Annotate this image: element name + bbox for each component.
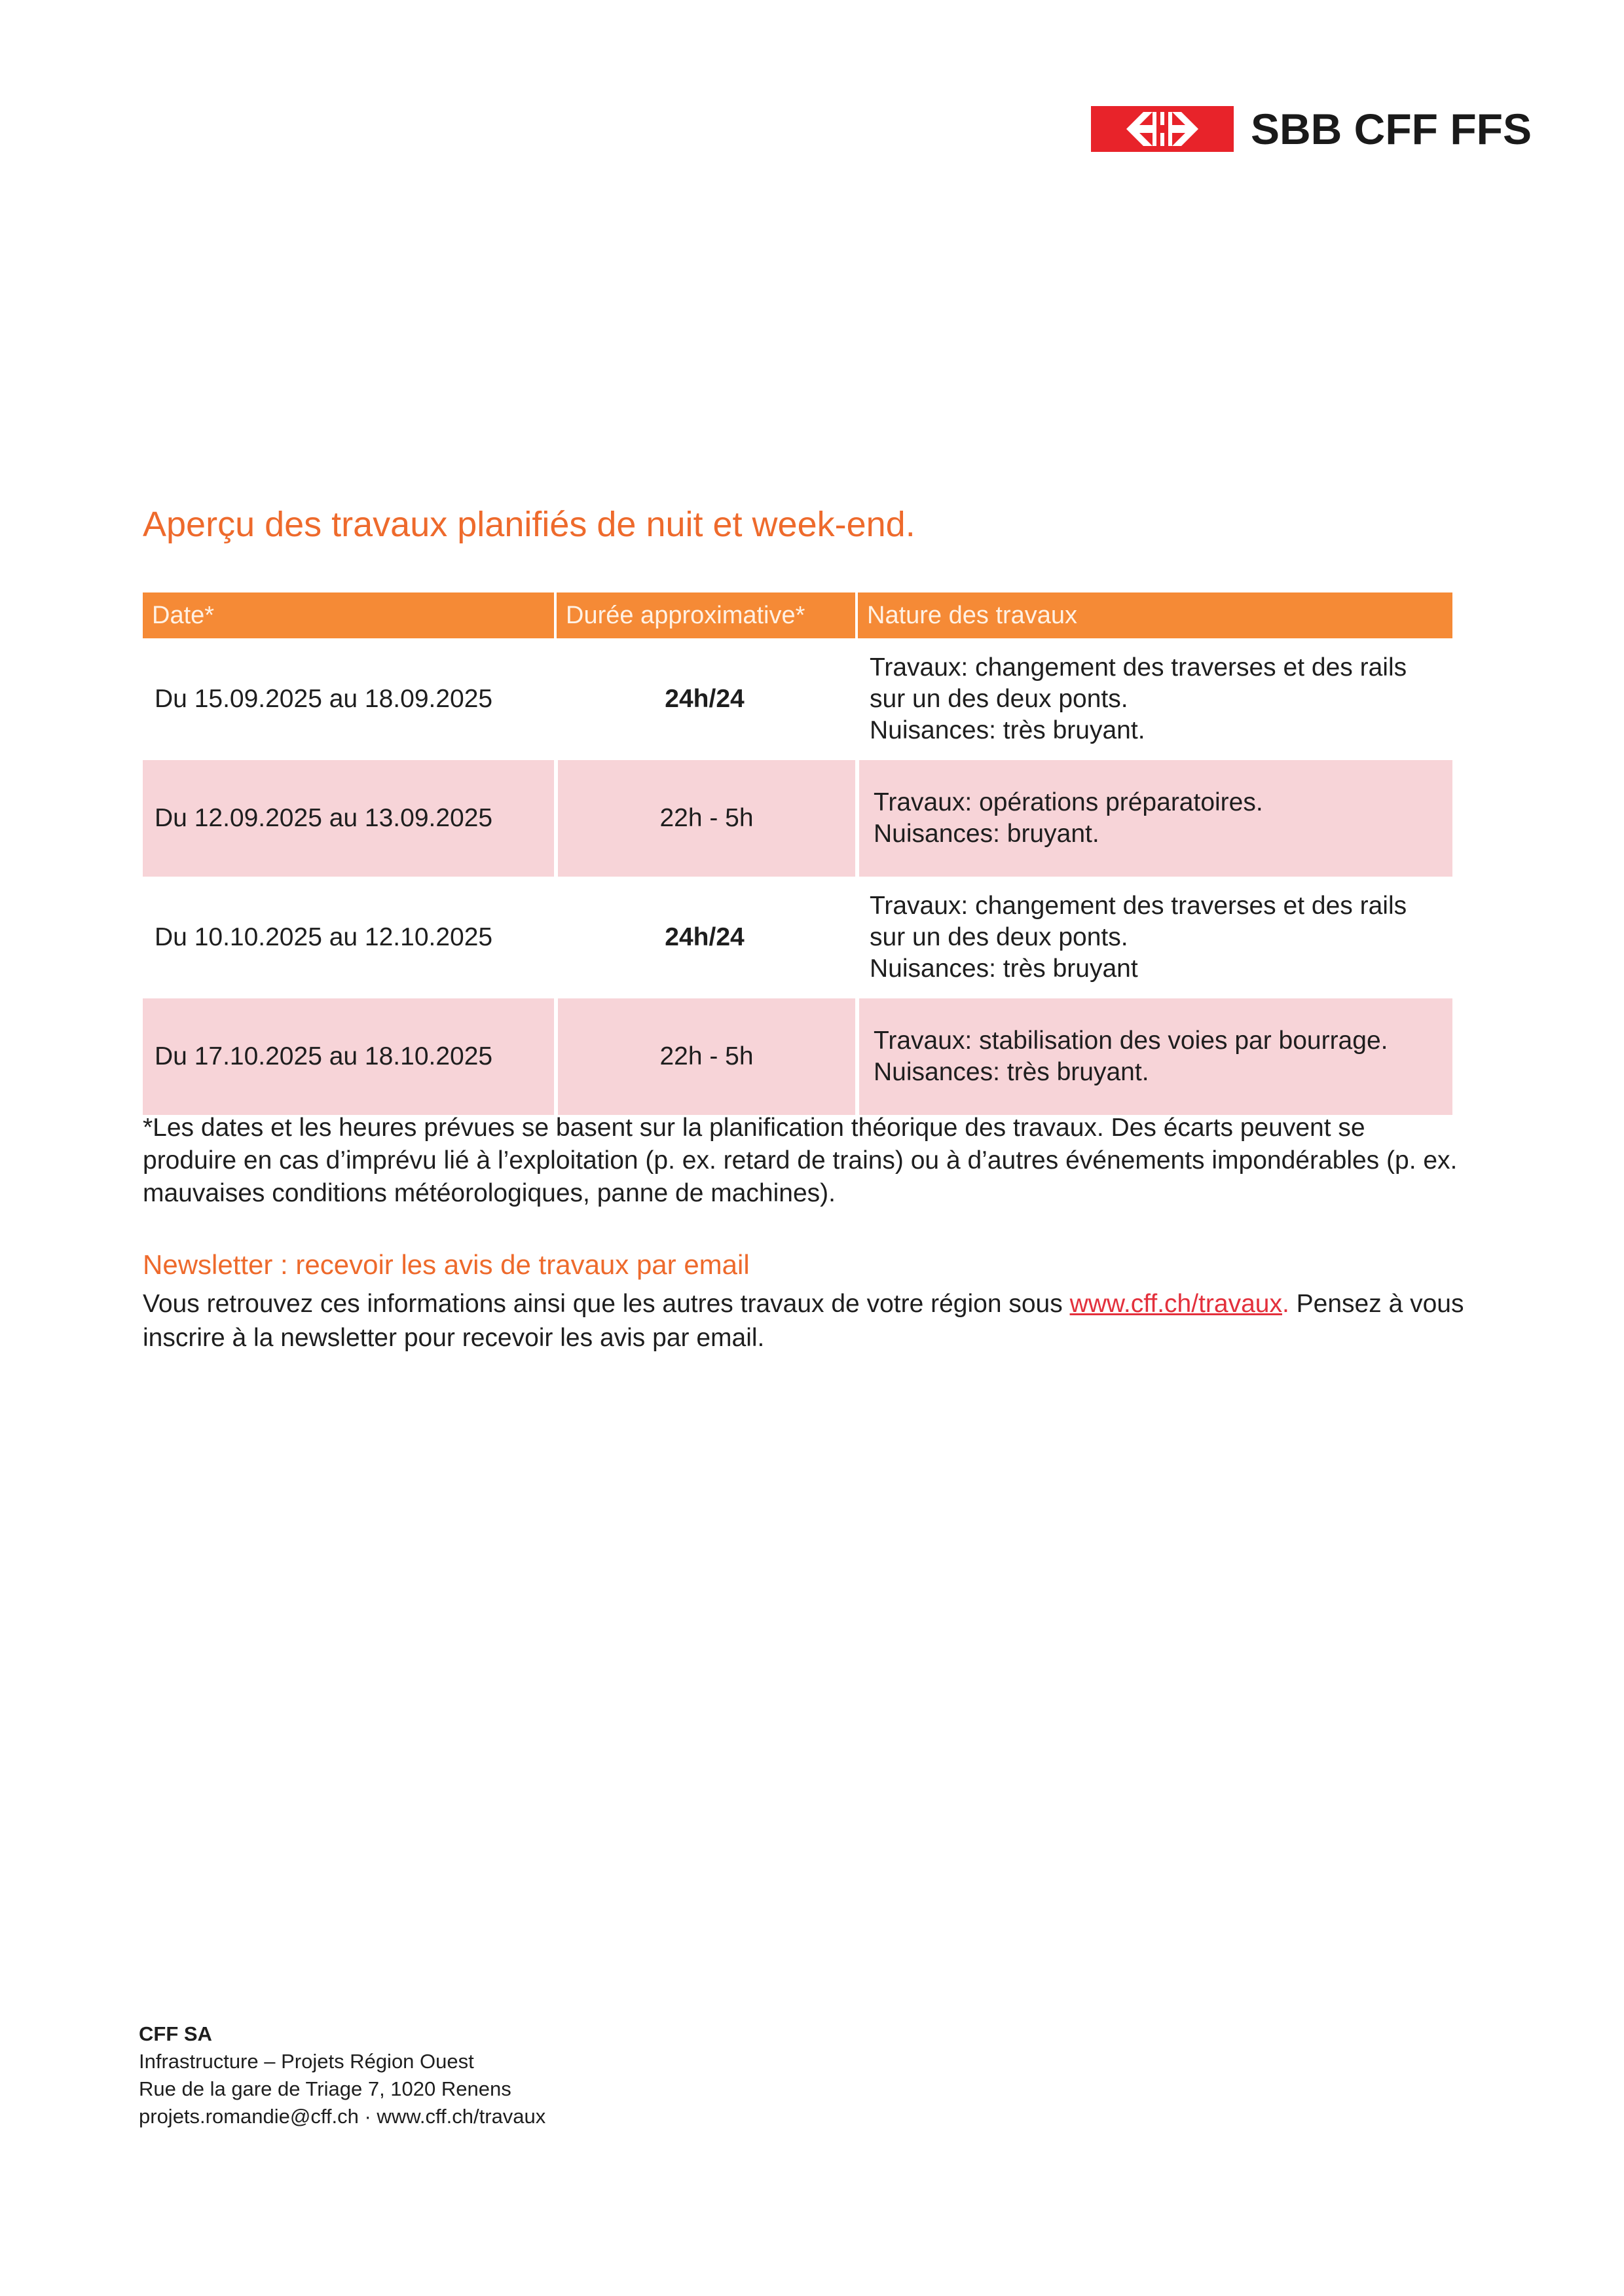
newsletter-text: Vous retrouvez ces informations ainsi que les autres travaux de votre région sous [143,1290,1070,1318]
sbb-arrows-cross-icon [1091,106,1234,152]
nature-line: Travaux: changement des traverses et des rails [870,653,1407,682]
row-date: Du 17.10.2025 au 18.10.2025 [155,1042,493,1070]
footer [139,2020,545,2130]
link-period: . [1282,1290,1289,1318]
table-row [143,760,1452,877]
travaux-link[interactable]: www.cff.ch/travaux [1069,1290,1282,1318]
row-duration: 24h/24 [665,923,745,951]
row-nature [855,998,1452,1115]
nature-line: Nuisances: très bruyant. [870,716,1145,744]
footer-contact: projets.romandie@cff.ch · www.cff.ch/travaux [139,2105,546,2128]
nature-line: sur un des deux ponts. [870,923,1128,951]
row-duration: 22h - 5h [554,998,855,1115]
row-nature [855,641,1452,757]
nature-line: Travaux: opérations préparatoires. [874,788,1263,816]
newsletter-body [143,1287,1466,1355]
nature-line: Nuisances: très bruyant [870,955,1138,983]
table-row [143,641,1452,757]
nature-line: Nuisances: très bruyant. [874,1058,1149,1086]
row-nature [855,879,1452,996]
footer-address: Rue de la gare de Triage 7, 1020 Renens [139,2077,511,2100]
footer-department: Infrastructure – Projets Région Ouest [139,2050,474,2073]
sbb-logo [1091,106,1532,152]
table-row [143,998,1452,1115]
row-nature [855,760,1452,877]
footer-company: CFF SA [139,2022,212,2045]
row-duration: 24h/24 [665,685,745,713]
works-table [143,592,1452,1115]
newsletter-text: Pensez à vous inscrire à la newsletter pour recevoir les avis par email. [143,1290,1464,1352]
header-duration: Durée approximative* [554,592,855,638]
brand-name: SBB CFF FFS [1251,105,1532,153]
header-date: Date* [152,601,215,629]
nature-line: Travaux: changement des traverses et des rails [870,892,1407,920]
table-footnote: *Les dates et les heures prévues se basent sur la planification théorique des travaux. Des écarts peuvent se produire en cas d’imprévu lié à l’exploitation (p. ex. retard de trains) ou à d’autres événements impondérables (p. ex. mauvaises conditions météorologiques, panne de machines). [143,1114,1458,1207]
header-nature: Nature des travaux [855,592,1452,638]
row-date: Du 12.09.2025 au 13.09.2025 [155,804,493,832]
table-row [143,879,1452,996]
nature-line: Travaux: stabilisation des voies par bourrage. [874,1027,1388,1055]
nature-line: Nuisances: bruyant. [874,820,1099,848]
row-duration: 22h - 5h [554,760,855,877]
row-date: Du 15.09.2025 au 18.09.2025 [155,685,493,713]
page-title: Aperçu des travaux planifiés de nuit et week-end. [143,505,915,544]
newsletter-title: Newsletter : recevoir les avis de travaux par email [143,1249,750,1280]
row-date: Du 10.10.2025 au 12.10.2025 [155,923,493,951]
nature-line: sur un des deux ponts. [870,685,1128,713]
table-header [143,592,1452,638]
